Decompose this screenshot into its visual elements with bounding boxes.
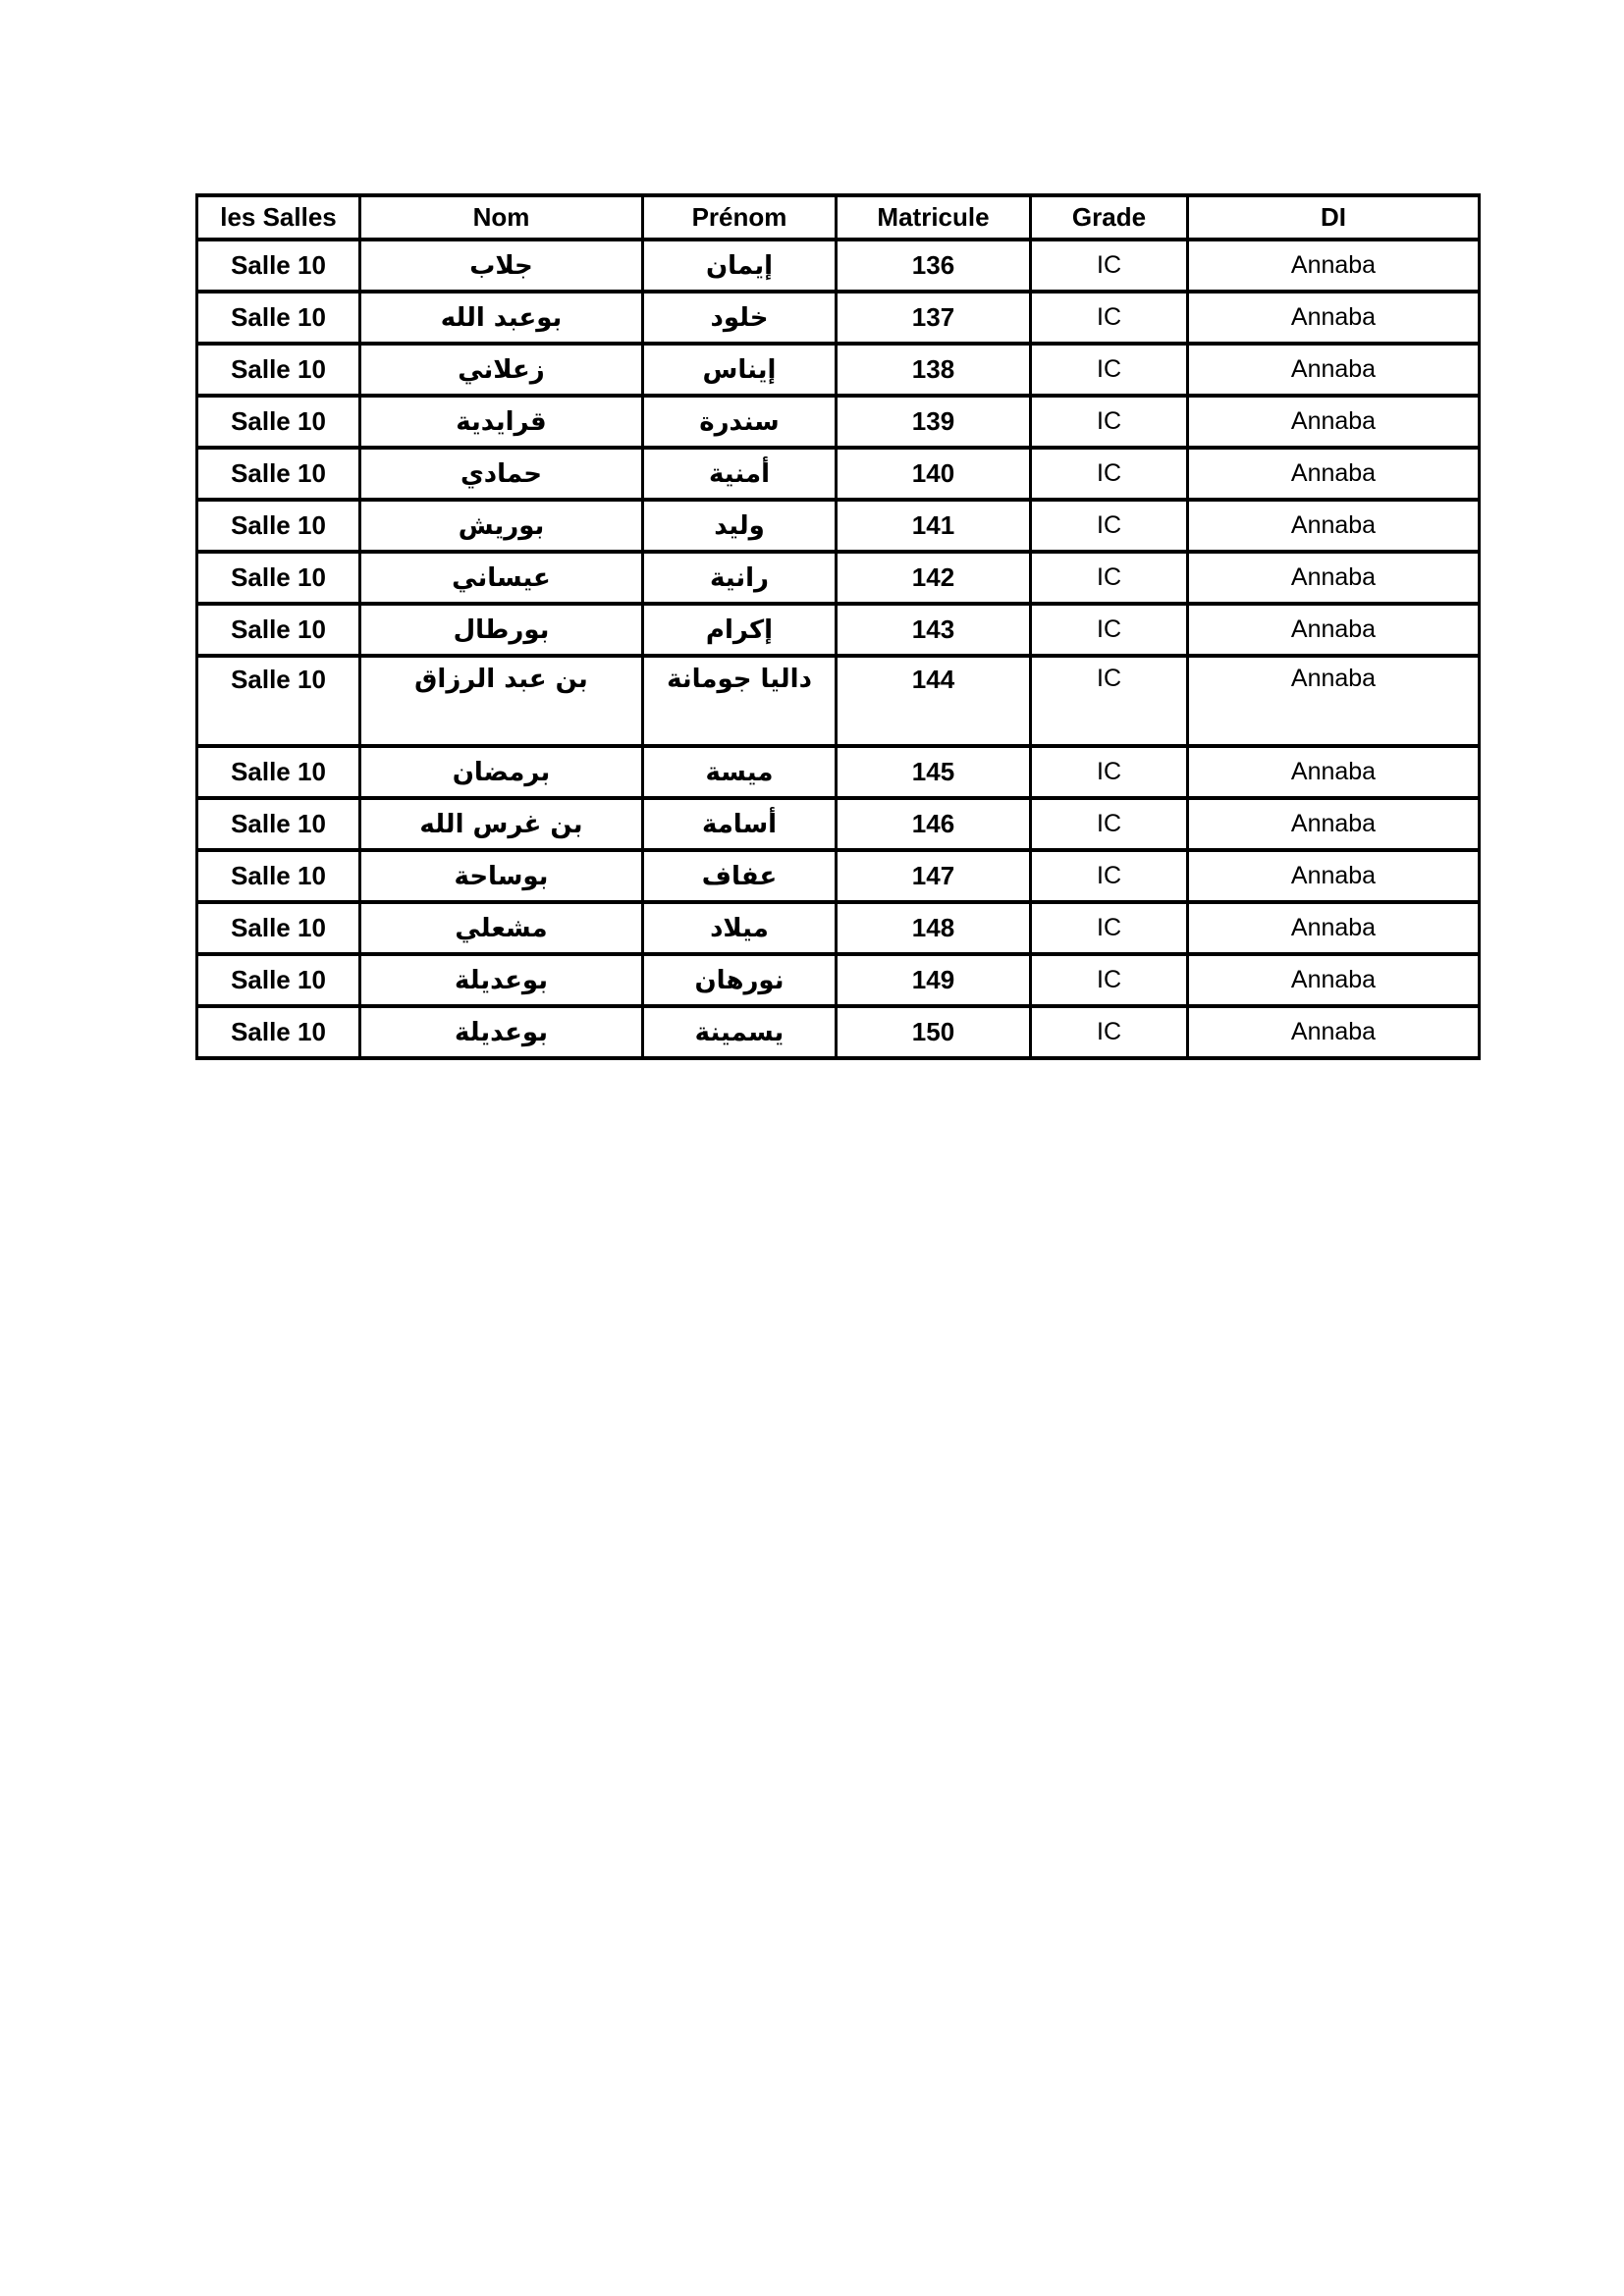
cell-salle: Salle 10 bbox=[197, 500, 360, 552]
cell-grade: IC bbox=[1031, 902, 1188, 954]
cell-prenom: ميسة bbox=[643, 746, 837, 798]
cell-prenom: إيمان bbox=[643, 240, 837, 292]
cell-salle: Salle 10 bbox=[197, 604, 360, 656]
header-prenom: Prénom bbox=[643, 195, 837, 240]
cell-matricule: 140 bbox=[837, 448, 1031, 500]
cell-nom: قرايدية bbox=[360, 396, 643, 448]
cell-salle: Salle 10 bbox=[197, 396, 360, 448]
cell-salle: Salle 10 bbox=[197, 954, 360, 1006]
cell-prenom: يسمينة bbox=[643, 1006, 837, 1058]
cell-nom: برمضان bbox=[360, 746, 643, 798]
cell-matricule: 139 bbox=[837, 396, 1031, 448]
cell-di: Annaba bbox=[1188, 746, 1480, 798]
table-row bbox=[197, 656, 1480, 746]
cell-di: Annaba bbox=[1188, 344, 1480, 396]
cell-di: Annaba bbox=[1188, 902, 1480, 954]
table-row bbox=[197, 746, 1480, 798]
cell-prenom: أسامة bbox=[643, 798, 837, 850]
cell-grade: IC bbox=[1031, 240, 1188, 292]
table-row bbox=[197, 240, 1480, 292]
cell-di: Annaba bbox=[1188, 240, 1480, 292]
cell-matricule: 142 bbox=[837, 552, 1031, 604]
cell-matricule: 146 bbox=[837, 798, 1031, 850]
cell-di: Annaba bbox=[1188, 552, 1480, 604]
cell-salle: Salle 10 bbox=[197, 240, 360, 292]
table-row bbox=[197, 850, 1480, 902]
table-header bbox=[197, 195, 1480, 240]
table-row bbox=[197, 798, 1480, 850]
header-grade: Grade bbox=[1031, 195, 1188, 240]
cell-prenom: سندرة bbox=[643, 396, 837, 448]
cell-di: Annaba bbox=[1188, 500, 1480, 552]
cell-prenom: داليا جومانة bbox=[643, 656, 837, 746]
table-row bbox=[197, 954, 1480, 1006]
cell-di: Annaba bbox=[1188, 448, 1480, 500]
table-row bbox=[197, 396, 1480, 448]
cell-prenom: ميلاد bbox=[643, 902, 837, 954]
cell-grade: IC bbox=[1031, 850, 1188, 902]
cell-di: Annaba bbox=[1188, 954, 1480, 1006]
cell-matricule: 149 bbox=[837, 954, 1031, 1006]
cell-di: Annaba bbox=[1188, 292, 1480, 344]
cell-nom: بورطال bbox=[360, 604, 643, 656]
cell-nom: عيساني bbox=[360, 552, 643, 604]
cell-prenom: نورهان bbox=[643, 954, 837, 1006]
cell-matricule: 138 bbox=[837, 344, 1031, 396]
cell-di: Annaba bbox=[1188, 850, 1480, 902]
cell-salle: Salle 10 bbox=[197, 292, 360, 344]
table-row bbox=[197, 604, 1480, 656]
cell-grade: IC bbox=[1031, 656, 1188, 746]
cell-salle: Salle 10 bbox=[197, 344, 360, 396]
header-matricule: Matricule bbox=[837, 195, 1031, 240]
table-row bbox=[197, 292, 1480, 344]
cell-prenom: وليد bbox=[643, 500, 837, 552]
cell-nom: مشعلي bbox=[360, 902, 643, 954]
cell-prenom: إيناس bbox=[643, 344, 837, 396]
cell-grade: IC bbox=[1031, 798, 1188, 850]
cell-prenom: عفاف bbox=[643, 850, 837, 902]
cell-nom: بن عبد الرزاق bbox=[360, 656, 643, 746]
cell-di: Annaba bbox=[1188, 396, 1480, 448]
header-nom: Nom bbox=[360, 195, 643, 240]
cell-matricule: 143 bbox=[837, 604, 1031, 656]
cell-prenom: خلود bbox=[643, 292, 837, 344]
table-row bbox=[197, 552, 1480, 604]
cell-salle: Salle 10 bbox=[197, 746, 360, 798]
cell-salle: Salle 10 bbox=[197, 656, 360, 746]
cell-prenom: رانية bbox=[643, 552, 837, 604]
cell-nom: جلاب bbox=[360, 240, 643, 292]
cell-di: Annaba bbox=[1188, 656, 1480, 746]
cell-matricule: 150 bbox=[837, 1006, 1031, 1058]
cell-salle: Salle 10 bbox=[197, 1006, 360, 1058]
cell-nom: بوعديلة bbox=[360, 954, 643, 1006]
table-row bbox=[197, 1006, 1480, 1058]
cell-matricule: 148 bbox=[837, 902, 1031, 954]
cell-grade: IC bbox=[1031, 1006, 1188, 1058]
cell-nom: بوساحة bbox=[360, 850, 643, 902]
header-les-salles: les Salles bbox=[197, 195, 360, 240]
cell-grade: IC bbox=[1031, 292, 1188, 344]
cell-prenom: إكرام bbox=[643, 604, 837, 656]
cell-matricule: 141 bbox=[837, 500, 1031, 552]
cell-matricule: 144 bbox=[837, 656, 1031, 746]
table-body bbox=[197, 240, 1480, 1058]
cell-nom: بن غرس الله bbox=[360, 798, 643, 850]
cell-nom: زعلاني bbox=[360, 344, 643, 396]
header-row bbox=[197, 195, 1480, 240]
header-di: DI bbox=[1188, 195, 1480, 240]
cell-grade: IC bbox=[1031, 344, 1188, 396]
cell-matricule: 137 bbox=[837, 292, 1031, 344]
cell-salle: Salle 10 bbox=[197, 448, 360, 500]
cell-grade: IC bbox=[1031, 604, 1188, 656]
cell-salle: Salle 10 bbox=[197, 850, 360, 902]
cell-salle: Salle 10 bbox=[197, 902, 360, 954]
cell-grade: IC bbox=[1031, 500, 1188, 552]
cell-nom: بوريش bbox=[360, 500, 643, 552]
table-row bbox=[197, 344, 1480, 396]
cell-matricule: 136 bbox=[837, 240, 1031, 292]
cell-matricule: 145 bbox=[837, 746, 1031, 798]
cell-nom: حمادي bbox=[360, 448, 643, 500]
table-row bbox=[197, 500, 1480, 552]
cell-grade: IC bbox=[1031, 552, 1188, 604]
table-row bbox=[197, 448, 1480, 500]
cell-salle: Salle 10 bbox=[197, 552, 360, 604]
cell-grade: IC bbox=[1031, 954, 1188, 1006]
cell-di: Annaba bbox=[1188, 604, 1480, 656]
cell-matricule: 147 bbox=[837, 850, 1031, 902]
cell-grade: IC bbox=[1031, 746, 1188, 798]
cell-grade: IC bbox=[1031, 448, 1188, 500]
cell-prenom: أمنية bbox=[643, 448, 837, 500]
cell-di: Annaba bbox=[1188, 1006, 1480, 1058]
table-row bbox=[197, 902, 1480, 954]
cell-nom: بوعبد الله bbox=[360, 292, 643, 344]
cell-nom: بوعديلة bbox=[360, 1006, 643, 1058]
cell-grade: IC bbox=[1031, 396, 1188, 448]
cell-salle: Salle 10 bbox=[197, 798, 360, 850]
cell-di: Annaba bbox=[1188, 798, 1480, 850]
roster-table bbox=[195, 193, 1481, 1060]
